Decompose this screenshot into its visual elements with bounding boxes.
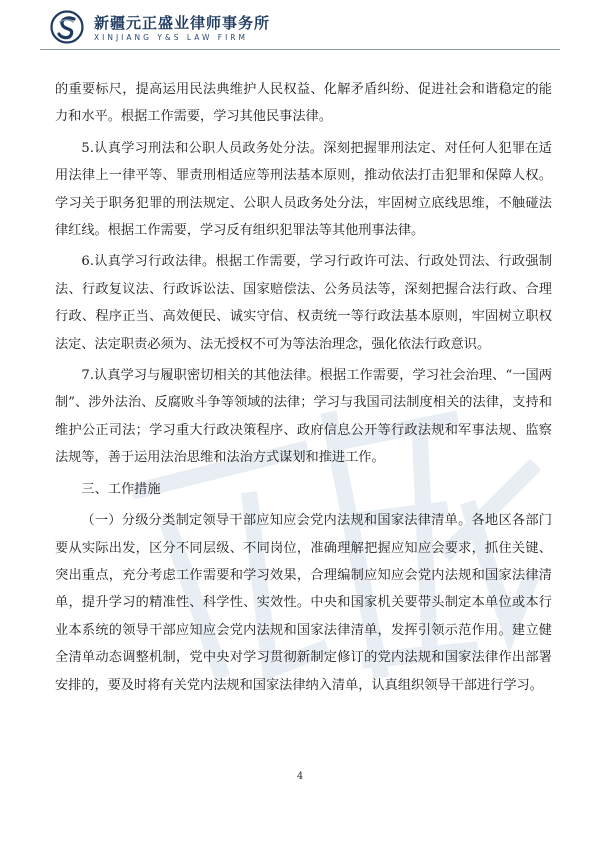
paragraph-measure-one: （一）分级分类制定领导干部应知应会党内法规和国家法律清单。各地区各部门要从实际出发，区分不同层级、不同岗位，准确理解把握应知应会要求，抓住关键、突出重点，充分考虑工作需要和学习效果，合理编制应知应会党内法规和国家法律清单，提升学习的精准性、科学性、实效性。中央和国家机关要带头制定本单位或本行业本系统的领导干部应知应会党内法规和国家法律清单，发挥引领示范作用。建立健全清单动态调整机制，党中央对学习贯彻新制定修订的党内法规和国家法律作出部署安排的，要及时将有关党内法规和国家法律纳入清单，认真组织领导干部进行学习。 xyxy=(55,513,552,693)
paragraph-continuation: 的重要标尺，提高运用民法典维护人民权益、化解矛盾纠纷、促进社会和谐稳定的能力和水平。根据工作需要，学习其他民事法律。 xyxy=(55,82,552,125)
firm-name-chinese: 新疆元正盛业律师事务所 xyxy=(94,14,271,32)
paragraph-administrative-law: 6.认真学习行政法律。根据工作需要，学习行政许可法、行政处罚法、行政强制法、行政复议法、行政诉讼法、国家赔偿法、公务员法等，深刻把握合法行政、合理行政、程序正当、高效便民、诚实守信、权责统一等行政法基本原则，牢固树立职权法定、法定职责必须为、法无授权不可为等法治理念，强化依法行政意识。 xyxy=(55,254,552,352)
document-body xyxy=(55,76,552,703)
paragraph-criminal-law: 5.认真学习刑法和公职人员政务处分法。深刻把握罪刑法定、对任何人犯罪在适用法律上一律平等、罪责刑相适应等刑法基本原则，推动依法打击犯罪和保障人权。学习关于职务犯罪的刑法规定、公职人员政务处分法，牢固树立底线思维，不触碰法律红线。根据工作需要，学习反有组织犯罪法等其他刑事法律。 xyxy=(55,140,552,239)
letterhead xyxy=(40,6,560,48)
page-number: 4 xyxy=(296,771,304,782)
swirl-s-logo-icon xyxy=(50,10,84,44)
section-heading-work-measures: 三、工作措施 xyxy=(81,481,161,497)
firm-name-english: XINJIANG Y&S LAW FIRM xyxy=(94,33,248,42)
header-divider xyxy=(40,49,560,50)
paragraph-other-laws: 7.认真学习与履职密切相关的其他法律。根据工作需要，学习社会治理、“一国两制”、涉外法治、反腐败斗争等领域的法律；学习与我国司法制度相关的法律，支持和维护公正司法；学习重大行政决策程序、政府信息公开等行政法规和军事法规、监察法规等，善于运用法治思维和法治方式谋划和推进工作。 xyxy=(55,368,552,466)
